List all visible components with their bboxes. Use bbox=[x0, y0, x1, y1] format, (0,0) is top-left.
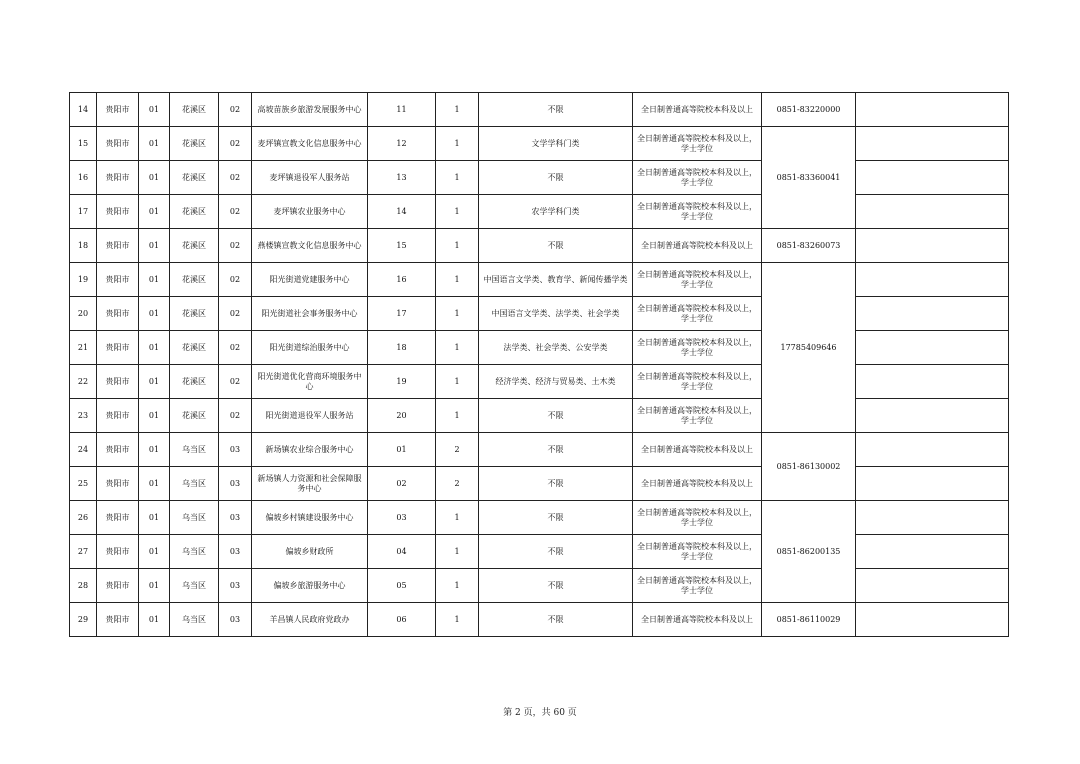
remark-cell bbox=[856, 535, 1009, 569]
education-requirement-cell: 全日制普通高等院校本科及以上，学士学位 bbox=[633, 195, 762, 229]
remark-cell bbox=[856, 161, 1009, 195]
city-cell: 贵阳市 bbox=[97, 467, 139, 501]
district-code-cell: 02 bbox=[219, 263, 252, 297]
city-code-cell: 01 bbox=[139, 195, 170, 229]
remark-cell bbox=[856, 467, 1009, 501]
education-requirement-cell: 全日制普通高等院校本科及以上，学士学位 bbox=[633, 569, 762, 603]
table-row bbox=[70, 501, 1009, 535]
education-requirement-cell: 全日制普通高等院校本科及以上 bbox=[633, 603, 762, 637]
remark-cell bbox=[856, 569, 1009, 603]
district-cell: 乌当区 bbox=[170, 535, 219, 569]
major-requirement-cell: 农学学科门类 bbox=[479, 195, 633, 229]
district-code-cell: 02 bbox=[219, 229, 252, 263]
city-cell: 贵阳市 bbox=[97, 161, 139, 195]
city-code-cell: 01 bbox=[139, 161, 170, 195]
post-code-cell: 02 bbox=[368, 467, 436, 501]
district-cell: 乌当区 bbox=[170, 501, 219, 535]
row-number: 18 bbox=[70, 229, 97, 263]
district-cell: 花溪区 bbox=[170, 161, 219, 195]
district-cell: 乌当区 bbox=[170, 569, 219, 603]
hire-count-cell: 1 bbox=[436, 161, 479, 195]
district-code-cell: 02 bbox=[219, 93, 252, 127]
city-cell: 贵阳市 bbox=[97, 195, 139, 229]
row-number: 20 bbox=[70, 297, 97, 331]
district-cell: 花溪区 bbox=[170, 263, 219, 297]
hire-count-cell: 1 bbox=[436, 501, 479, 535]
city-cell: 贵阳市 bbox=[97, 93, 139, 127]
post-code-cell: 11 bbox=[368, 93, 436, 127]
major-requirement-cell: 不限 bbox=[479, 501, 633, 535]
city-code-cell: 01 bbox=[139, 569, 170, 603]
remark-cell bbox=[856, 603, 1009, 637]
unit-name-cell: 偏坡乡旅游服务中心 bbox=[252, 569, 368, 603]
city-cell: 贵阳市 bbox=[97, 603, 139, 637]
major-requirement-cell: 不限 bbox=[479, 433, 633, 467]
table-row bbox=[70, 229, 1009, 263]
district-code-cell: 03 bbox=[219, 433, 252, 467]
hire-count-cell: 1 bbox=[436, 195, 479, 229]
remark-cell bbox=[856, 331, 1009, 365]
city-cell: 贵阳市 bbox=[97, 433, 139, 467]
district-cell: 花溪区 bbox=[170, 93, 219, 127]
district-code-cell: 02 bbox=[219, 297, 252, 331]
major-requirement-cell: 中国语言文学类、法学类、社会学类 bbox=[479, 297, 633, 331]
table-row bbox=[70, 603, 1009, 637]
major-requirement-cell: 经济学类、经济与贸易类、土木类 bbox=[479, 365, 633, 399]
table-row bbox=[70, 297, 1009, 331]
city-code-cell: 01 bbox=[139, 297, 170, 331]
major-requirement-cell: 不限 bbox=[479, 93, 633, 127]
table-row bbox=[70, 93, 1009, 127]
row-number: 24 bbox=[70, 433, 97, 467]
row-number: 25 bbox=[70, 467, 97, 501]
remark-cell bbox=[856, 127, 1009, 161]
remark-cell bbox=[856, 195, 1009, 229]
table-row bbox=[70, 127, 1009, 161]
district-cell: 花溪区 bbox=[170, 229, 219, 263]
education-requirement-cell: 全日制普通高等院校本科及以上，学士学位 bbox=[633, 535, 762, 569]
city-code-cell: 01 bbox=[139, 467, 170, 501]
unit-name-cell: 阳光街道社会事务服务中心 bbox=[252, 297, 368, 331]
page-number: 第 2 页，共 60 页 bbox=[503, 708, 577, 718]
remark-cell bbox=[856, 365, 1009, 399]
row-number: 19 bbox=[70, 263, 97, 297]
post-code-cell: 04 bbox=[368, 535, 436, 569]
major-requirement-cell: 不限 bbox=[479, 569, 633, 603]
table-row bbox=[70, 365, 1009, 399]
education-requirement-cell: 全日制普通高等院校本科及以上 bbox=[633, 229, 762, 263]
city-cell: 贵阳市 bbox=[97, 501, 139, 535]
district-cell: 花溪区 bbox=[170, 297, 219, 331]
table-row bbox=[70, 569, 1009, 603]
post-code-cell: 17 bbox=[368, 297, 436, 331]
row-number: 27 bbox=[70, 535, 97, 569]
city-code-cell: 01 bbox=[139, 93, 170, 127]
row-number: 16 bbox=[70, 161, 97, 195]
row-number: 21 bbox=[70, 331, 97, 365]
unit-name-cell: 阳光街道优化营商环境服务中心 bbox=[252, 365, 368, 399]
table-row bbox=[70, 399, 1009, 433]
district-code-cell: 02 bbox=[219, 331, 252, 365]
post-code-cell: 13 bbox=[368, 161, 436, 195]
district-cell: 花溪区 bbox=[170, 365, 219, 399]
education-requirement-cell: 全日制普通高等院校本科及以上，学士学位 bbox=[633, 127, 762, 161]
city-code-cell: 01 bbox=[139, 535, 170, 569]
unit-name-cell: 新场镇农业综合服务中心 bbox=[252, 433, 368, 467]
district-code-cell: 02 bbox=[219, 365, 252, 399]
contact-phone-cell: 0851-83360041 bbox=[762, 127, 856, 229]
unit-name-cell: 高坡苗族乡旅游发展服务中心 bbox=[252, 93, 368, 127]
unit-name-cell: 麦坪镇退役军人服务站 bbox=[252, 161, 368, 195]
major-requirement-cell: 不限 bbox=[479, 467, 633, 501]
education-requirement-cell: 全日制普通高等院校本科及以上 bbox=[633, 467, 762, 501]
hire-count-cell: 1 bbox=[436, 229, 479, 263]
city-code-cell: 01 bbox=[139, 399, 170, 433]
post-code-cell: 01 bbox=[368, 433, 436, 467]
unit-name-cell: 麦坪镇宣教文化信息服务中心 bbox=[252, 127, 368, 161]
table-row bbox=[70, 161, 1009, 195]
district-code-cell: 02 bbox=[219, 195, 252, 229]
district-cell: 乌当区 bbox=[170, 603, 219, 637]
unit-name-cell: 燕楼镇宣教文化信息服务中心 bbox=[252, 229, 368, 263]
district-cell: 花溪区 bbox=[170, 127, 219, 161]
major-requirement-cell: 文学学科门类 bbox=[479, 127, 633, 161]
education-requirement-cell: 全日制普通高等院校本科及以上，学士学位 bbox=[633, 399, 762, 433]
education-requirement-cell: 全日制普通高等院校本科及以上，学士学位 bbox=[633, 263, 762, 297]
row-number: 23 bbox=[70, 399, 97, 433]
contact-phone-cell: 0851-86110029 bbox=[762, 603, 856, 637]
education-requirement-cell: 全日制普通高等院校本科及以上，学士学位 bbox=[633, 331, 762, 365]
major-requirement-cell: 不限 bbox=[479, 229, 633, 263]
hire-count-cell: 1 bbox=[436, 603, 479, 637]
city-cell: 贵阳市 bbox=[97, 127, 139, 161]
city-cell: 贵阳市 bbox=[97, 399, 139, 433]
contact-phone-cell: 17785409646 bbox=[762, 263, 856, 433]
post-code-cell: 06 bbox=[368, 603, 436, 637]
contact-phone-cell: 0851-86130002 bbox=[762, 433, 856, 501]
district-code-cell: 02 bbox=[219, 161, 252, 195]
unit-name-cell: 麦坪镇农业服务中心 bbox=[252, 195, 368, 229]
major-requirement-cell: 不限 bbox=[479, 399, 633, 433]
post-code-cell: 15 bbox=[368, 229, 436, 263]
hire-count-cell: 1 bbox=[436, 297, 479, 331]
district-code-cell: 03 bbox=[219, 569, 252, 603]
table-row bbox=[70, 433, 1009, 467]
remark-cell bbox=[856, 297, 1009, 331]
hire-count-cell: 1 bbox=[436, 569, 479, 603]
city-cell: 贵阳市 bbox=[97, 263, 139, 297]
education-requirement-cell: 全日制普通高等院校本科及以上，学士学位 bbox=[633, 501, 762, 535]
hire-count-cell: 1 bbox=[436, 399, 479, 433]
district-code-cell: 03 bbox=[219, 603, 252, 637]
city-cell: 贵阳市 bbox=[97, 229, 139, 263]
unit-name-cell: 阳光街道综治服务中心 bbox=[252, 331, 368, 365]
hire-count-cell: 2 bbox=[436, 433, 479, 467]
major-requirement-cell: 不限 bbox=[479, 535, 633, 569]
city-code-cell: 01 bbox=[139, 365, 170, 399]
table-body bbox=[70, 93, 1009, 637]
row-number: 15 bbox=[70, 127, 97, 161]
remark-cell bbox=[856, 501, 1009, 535]
post-code-cell: 19 bbox=[368, 365, 436, 399]
city-code-cell: 01 bbox=[139, 501, 170, 535]
post-code-cell: 12 bbox=[368, 127, 436, 161]
row-number: 17 bbox=[70, 195, 97, 229]
district-cell: 乌当区 bbox=[170, 433, 219, 467]
row-number: 14 bbox=[70, 93, 97, 127]
contact-phone-cell: 0851-86200135 bbox=[762, 501, 856, 603]
major-requirement-cell: 中国语言文学类、教育学、新闻传播学类 bbox=[479, 263, 633, 297]
hire-count-cell: 2 bbox=[436, 467, 479, 501]
district-code-cell: 03 bbox=[219, 501, 252, 535]
hire-count-cell: 1 bbox=[436, 535, 479, 569]
city-code-cell: 01 bbox=[139, 229, 170, 263]
district-code-cell: 03 bbox=[219, 535, 252, 569]
unit-name-cell: 偏坡乡财政所 bbox=[252, 535, 368, 569]
education-requirement-cell: 全日制普通高等院校本科及以上，学士学位 bbox=[633, 161, 762, 195]
row-number: 28 bbox=[70, 569, 97, 603]
city-cell: 贵阳市 bbox=[97, 569, 139, 603]
contact-phone-cell: 0851-83220000 bbox=[762, 93, 856, 127]
row-number: 22 bbox=[70, 365, 97, 399]
district-cell: 乌当区 bbox=[170, 467, 219, 501]
city-cell: 贵阳市 bbox=[97, 365, 139, 399]
row-number: 29 bbox=[70, 603, 97, 637]
city-code-cell: 01 bbox=[139, 331, 170, 365]
post-code-cell: 16 bbox=[368, 263, 436, 297]
job-listing-table bbox=[69, 92, 1009, 637]
unit-name-cell: 阳光街道退役军人服务站 bbox=[252, 399, 368, 433]
district-cell: 花溪区 bbox=[170, 195, 219, 229]
city-code-cell: 01 bbox=[139, 433, 170, 467]
unit-name-cell: 新场镇人力资源和社会保障服务中心 bbox=[252, 467, 368, 501]
hire-count-cell: 1 bbox=[436, 331, 479, 365]
education-requirement-cell: 全日制普通高等院校本科及以上 bbox=[633, 433, 762, 467]
contact-phone-cell: 0851-83260073 bbox=[762, 229, 856, 263]
post-code-cell: 18 bbox=[368, 331, 436, 365]
hire-count-cell: 1 bbox=[436, 365, 479, 399]
row-number: 26 bbox=[70, 501, 97, 535]
unit-name-cell: 偏坡乡村镇建设服务中心 bbox=[252, 501, 368, 535]
unit-name-cell: 阳光街道党建服务中心 bbox=[252, 263, 368, 297]
post-code-cell: 05 bbox=[368, 569, 436, 603]
remark-cell bbox=[856, 399, 1009, 433]
education-requirement-cell: 全日制普通高等院校本科及以上，学士学位 bbox=[633, 365, 762, 399]
post-code-cell: 14 bbox=[368, 195, 436, 229]
major-requirement-cell: 不限 bbox=[479, 161, 633, 195]
major-requirement-cell: 不限 bbox=[479, 603, 633, 637]
city-code-cell: 01 bbox=[139, 263, 170, 297]
major-requirement-cell: 法学类、社会学类、公安学类 bbox=[479, 331, 633, 365]
remark-cell bbox=[856, 93, 1009, 127]
hire-count-cell: 1 bbox=[436, 263, 479, 297]
education-requirement-cell: 全日制普通高等院校本科及以上 bbox=[633, 93, 762, 127]
remark-cell bbox=[856, 229, 1009, 263]
education-requirement-cell: 全日制普通高等院校本科及以上，学士学位 bbox=[633, 297, 762, 331]
table-row bbox=[70, 331, 1009, 365]
table-row bbox=[70, 467, 1009, 501]
table-row bbox=[70, 263, 1009, 297]
table-row bbox=[70, 195, 1009, 229]
city-cell: 贵阳市 bbox=[97, 297, 139, 331]
city-cell: 贵阳市 bbox=[97, 331, 139, 365]
post-code-cell: 20 bbox=[368, 399, 436, 433]
unit-name-cell: 羊昌镇人民政府党政办 bbox=[252, 603, 368, 637]
district-cell: 花溪区 bbox=[170, 399, 219, 433]
city-code-cell: 01 bbox=[139, 127, 170, 161]
remark-cell bbox=[856, 433, 1009, 467]
hire-count-cell: 1 bbox=[436, 93, 479, 127]
table-row bbox=[70, 535, 1009, 569]
district-code-cell: 03 bbox=[219, 467, 252, 501]
district-code-cell: 02 bbox=[219, 399, 252, 433]
district-cell: 花溪区 bbox=[170, 331, 219, 365]
post-code-cell: 03 bbox=[368, 501, 436, 535]
city-code-cell: 01 bbox=[139, 603, 170, 637]
city-cell: 贵阳市 bbox=[97, 535, 139, 569]
remark-cell bbox=[856, 263, 1009, 297]
hire-count-cell: 1 bbox=[436, 127, 479, 161]
district-code-cell: 02 bbox=[219, 127, 252, 161]
